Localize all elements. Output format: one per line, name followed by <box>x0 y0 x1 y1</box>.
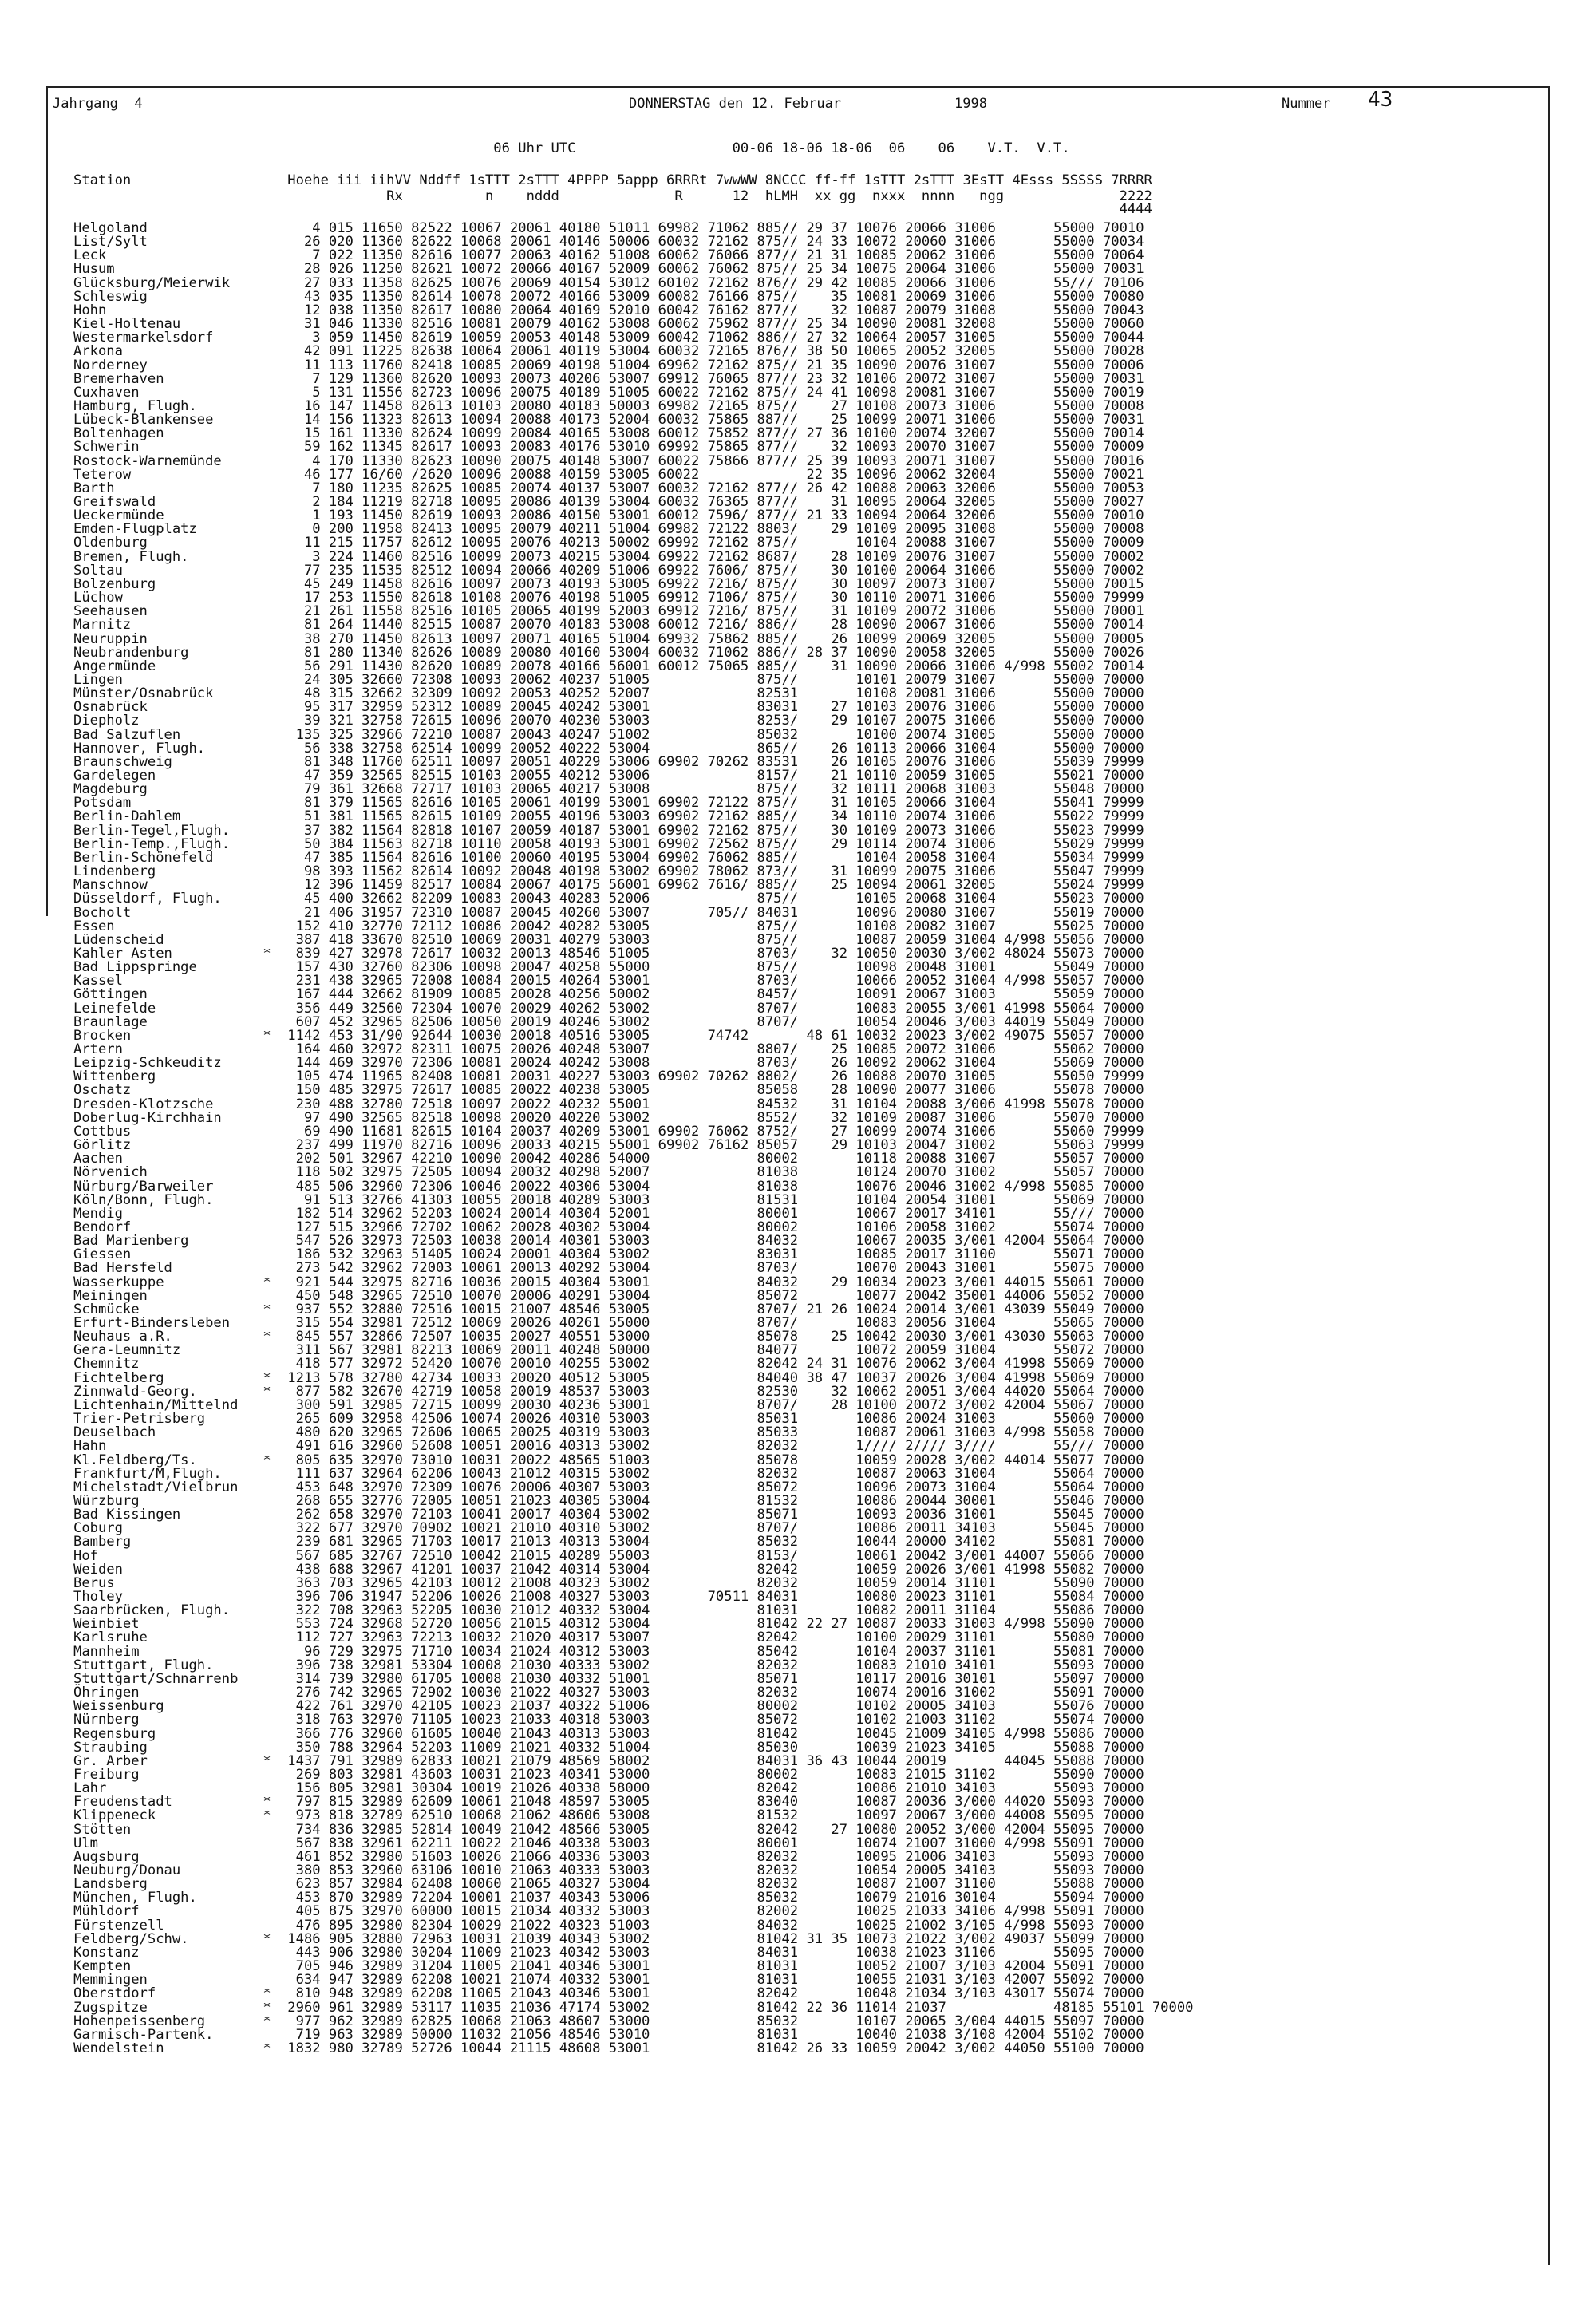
table-row: Bremerhaven 7 129 11360 82620 10093 20073 40206 53007 69912 76065 877// 23 32 10106 20072 31007 55000 70031 <box>73 370 1144 387</box>
table-row: Teterow 46 177 16/60 /2620 10096 20088 40159 53005 60022 22 35 10096 20062 32004 55000 70021 <box>73 466 1144 483</box>
table-row: Weissenburg 422 761 32970 42105 10023 21037 40322 51006 80002 10102 20005 34103 55076 70000 <box>73 1698 1144 1715</box>
table-row: Würzburg 268 655 32776 72005 10051 21023 40305 53004 81532 10086 20044 30001 55046 70000 <box>73 1492 1144 1509</box>
table-row: Bolzenburg 45 249 11458 82616 10097 20073 40193 53005 69922 7216/ 875// 30 10097 20073 31007 55000 70015 <box>73 575 1144 592</box>
date-line: DONNERSTAG den 12. Februar <box>629 96 842 112</box>
table-row: Oschatz 150 485 32975 72617 10085 20022 40238 53005 85058 28 10090 20077 31006 55078 70000 <box>73 1082 1144 1099</box>
table-row: Augsburg 461 852 32980 51603 10026 21066 40336 53003 82032 10095 21006 34103 55093 70000 <box>73 1848 1144 1865</box>
table-row: Seehausen 21 261 11558 82516 10105 20065 40199 52003 69912 7216/ 875// 31 10109 20072 31006 55000 70001 <box>73 603 1144 620</box>
table-row: Manschnow 12 396 11459 82517 10084 20067 40175 56001 69962 7616/ 885// 25 10094 20061 32005 55024 79999 <box>73 877 1144 894</box>
table-row: Emden-Flugplatz 0 200 11958 82413 10095 20079 40211 51004 69982 72122 8803/ 29 10109 20095 31008 55000 70008 <box>73 521 1144 538</box>
table-row: Kl.Feldberg/Ts. * 805 635 32970 73010 10031 20022 48565 51003 85078 10059 20028 3/002 44014 55077 70000 <box>73 1452 1144 1468</box>
table-row: Braunlage 607 452 32965 82506 10050 20019 40246 53002 8707/ 10054 20046 3/003 44019 55049 70000 <box>73 1013 1144 1030</box>
table-row: Giessen 186 532 32963 51405 10024 20001 40304 53002 83031 10085 20017 31100 55071 70000 <box>73 1246 1144 1263</box>
table-row: Hannover, Flugh. 56 338 32758 62514 10099 20052 40222 53004 865// 26 10113 20066 31004 55000 70000 <box>73 740 1144 756</box>
table-row: Frankfurt/M,Flugh. 111 637 32964 62206 10043 21012 40315 53002 82032 10087 20063 31004 55064 70000 <box>73 1465 1144 1482</box>
table-row: München, Flugh. 453 870 32989 72204 10001 21037 40343 53006 85032 10079 21016 30104 55094 70000 <box>73 1890 1144 1906</box>
table-row: Saarbrücken, Flugh. 322 708 32963 52205 10030 21012 40332 53004 81031 10082 20011 31104 55086 70000 <box>73 1602 1144 1619</box>
table-row: Meiningen 450 548 32965 72510 10070 20006 40291 53004 85072 10077 20042 35001 44006 55052 70000 <box>73 1287 1144 1304</box>
table-row: Bad Lippspringe 157 430 32760 82306 10098 20047 40258 55000 875// 10098 20048 31001 55049 70000 <box>73 959 1144 976</box>
table-row: Freiburg 269 803 32981 43603 10031 21023 40341 53000 80002 10083 21015 31102 55090 70000 <box>73 1766 1144 1783</box>
table-row: Soltau 77 235 11535 82512 10094 20066 40209 51006 69922 7606/ 875// 30 10100 20064 31006 55000 70002 <box>73 562 1144 579</box>
table-row: Hohn 12 038 11350 82617 10080 20064 40169 52010 60042 76162 877// 32 10087 20079 31008 55000 70043 <box>73 302 1144 318</box>
table-row: Oldenburg 11 215 11757 82612 10095 20076 40213 50002 69992 72162 875// 10104 20088 31007 55000 70009 <box>73 535 1144 551</box>
table-row: Zinnwald-Georg. * 877 582 32670 42719 10058 20019 48537 53003 82530 32 10062 20051 3/004 44020 55064 70000 <box>73 1383 1144 1400</box>
table-row: Klippeneck * 973 818 32789 62510 10068 21062 48606 53008 81532 10097 20067 3/000 44008 55095 70000 <box>73 1807 1144 1824</box>
table-row: Karlsruhe 112 727 32963 72213 10032 21020 40317 53007 82042 10100 20029 31101 55080 70000 <box>73 1629 1144 1646</box>
table-row: Deuselbach 480 620 32965 72606 10065 20025 40319 53003 85033 10087 20061 31003 4/998 55058 70000 <box>73 1424 1144 1441</box>
table-row: Fürstenzell 476 895 32980 82304 10029 21022 40323 51003 84032 10025 21002 3/105 4/998 55093 70000 <box>73 1917 1144 1934</box>
table-row: Cuxhaven 5 131 11556 82723 10096 20075 40189 51005 60022 72162 875// 24 41 10098 20081 31007 55000 70019 <box>73 384 1144 401</box>
table-row: Zugspitze * 2960 961 32989 53117 11035 21036 47174 53002 81042 22 36 11014 21037 48185 55101 70000 <box>73 1999 1194 2016</box>
table-row: Leipzig-Schkeuditz 144 469 32970 72306 10081 20024 40242 53008 8703/ 26 10092 20062 31004 55069 70000 <box>73 1055 1144 1072</box>
table-row: Erfurt-Bindersleben 315 554 32981 72512 10069 20026 40261 55000 8707/ 10083 20056 31004 55065 70000 <box>73 1315 1144 1331</box>
table-row: Mühldorf 405 875 32970 60000 10015 21034 40332 53003 82002 10025 21033 34106 4/998 55091 70000 <box>73 1903 1144 1920</box>
table-row: Hohenpeissenberg * 977 962 32989 62825 10068 21063 48607 53000 85032 10107 20065 3/004 44015 55097 70000 <box>73 2013 1144 2029</box>
table-row: Lüchow 17 253 11550 82618 10108 20076 40198 51005 69912 7106/ 875// 30 10110 20071 31006 55000 79999 <box>73 590 1144 606</box>
table-row: Weiden 438 688 32967 41201 10037 21042 40314 53004 82042 10059 20026 3/001 41998 55082 70000 <box>73 1561 1144 1578</box>
table-row: Bad Salzuflen 135 325 32966 72210 10087 20043 40247 51002 85032 10100 20074 31005 55000 70000 <box>73 726 1144 743</box>
column-header-line: 4444 <box>73 201 1152 217</box>
table-row: Norderney 11 113 11760 82418 10085 20069 40198 51004 69962 72162 875// 21 35 10090 20076 31007 55000 70006 <box>73 357 1144 373</box>
table-row: Kassel 231 438 32965 72008 10084 20015 40264 53001 8703/ 10066 20052 31004 4/998 55057 70000 <box>73 973 1144 990</box>
column-header-line: Station Hoehe iii iihVV Nddff 1sTTT 2sTTT 4PPPP 5appp 6RRRt 7wwWW 8NCCC ff-ff 1sTTT 2sTTT 3EsTT 4Esss 5SSSS 7RRRR <box>73 172 1152 188</box>
table-row: Wasserkuppe * 921 544 32975 82716 10036 20015 40304 53001 84032 29 10034 20023 3/001 44015 55061 70000 <box>73 1274 1144 1290</box>
table-row: Lahr 156 805 32981 30304 10019 21026 40338 58000 82042 10086 21010 34103 55093 70000 <box>73 1780 1144 1797</box>
table-row: Straubing 350 788 32964 52203 11009 21021 40332 51004 85030 10039 21023 34105 55088 70000 <box>73 1739 1144 1756</box>
table-row: Düsseldorf, Flugh. 45 400 32662 82209 10083 20043 40283 52006 875// 10105 20068 31004 55023 70000 <box>73 891 1144 907</box>
nummer-value: 43 <box>1368 88 1393 112</box>
table-row: Landsberg 623 857 32984 62408 10060 21065 40327 53004 82032 10087 21007 31100 55088 70000 <box>73 1876 1144 1893</box>
table-row: Wendelstein * 1832 980 32789 52726 10044 21115 48608 53001 81042 26 33 10059 20042 3/002 44050 55100 70000 <box>73 2040 1144 2056</box>
table-row: Memmingen 634 947 32989 62208 10021 21074 40332 53001 81031 10055 21031 3/103 42007 55092 70000 <box>73 1972 1144 1989</box>
table-row: Coburg 322 677 32970 70902 10021 21010 40310 53002 8707/ 10086 20011 34103 55045 70000 <box>73 1520 1144 1537</box>
table-row: List/Sylt 26 020 11360 82622 10068 20061 40146 50006 60032 72162 875// 24 33 10072 20060 31006 55000 70034 <box>73 234 1144 251</box>
column-header-line: 06 Uhr UTC 00-06 18-06 18-06 06 06 V.T. V.T. <box>73 140 1070 156</box>
table-row: Aachen 202 501 32967 42210 10090 20042 40286 54000 80002 10118 20088 31007 55057 70000 <box>73 1151 1144 1167</box>
table-row: Hamburg, Flugh. 16 147 11458 82613 10103 20080 40183 50003 69982 72165 875// 27 10108 20073 31006 55000 70008 <box>73 397 1144 414</box>
table-row: Lübeck-Blankensee 14 156 11323 82613 10094 20088 40173 52004 60032 75865 887// 25 10099 20071 31006 55000 70031 <box>73 412 1144 429</box>
table-row: Dresden-Klotzsche 230 488 32780 72518 10097 20022 40232 55001 84532 31 10104 20088 3/006 41998 55078 70000 <box>73 1096 1144 1112</box>
table-row: Ulm 567 838 32961 62211 10022 21046 40338 53003 80001 10074 21007 31000 4/998 55091 70000 <box>73 1835 1144 1851</box>
top-rule <box>48 86 1548 88</box>
table-row: Neuruppin 38 270 11450 82613 10097 20071 40165 51004 69932 75862 885// 26 10099 20069 32005 55000 70005 <box>73 630 1144 647</box>
table-row: Artern 164 460 32972 82311 10075 20026 40248 53007 8807/ 25 10085 20072 31006 55062 70000 <box>73 1041 1144 1057</box>
table-row: Angermünde 56 291 11430 82620 10089 20078 40166 56001 60012 75065 885// 31 10090 20066 31006 4/998 55002 70014 <box>73 658 1144 674</box>
jahrgang-label: Jahrgang 4 <box>53 96 143 112</box>
table-row: Marnitz 81 264 11440 82515 10087 20070 40183 53008 60012 7216/ 886// 28 10090 20067 31006 55000 70014 <box>73 617 1144 634</box>
table-row: Mannheim 96 729 32975 71710 10034 21024 40312 53003 85042 10104 20037 31101 55081 70000 <box>73 1643 1144 1660</box>
table-row: Feldberg/Schw. * 1486 905 32880 72963 10031 21039 40343 53002 81042 31 35 10073 21022 3/002 49037 55099 70000 <box>73 1930 1144 1947</box>
table-row: Lichtenhain/Mittelnd 300 591 32985 72715 10099 20030 40236 53001 8707/ 28 10100 20072 3/002 42004 55067 70000 <box>73 1396 1144 1413</box>
table-row: Neuhaus a.R. * 845 557 32866 72507 10035 20027 40551 53000 85078 25 10042 20030 3/001 43030 55063 70000 <box>73 1329 1144 1345</box>
table-row: Nörvenich 118 502 32975 72505 10094 20032 40298 52007 81038 10124 20070 31002 55057 70000 <box>73 1164 1144 1181</box>
table-row: Helgoland 4 015 11650 82522 10067 20061 40180 51011 69982 71062 885// 29 37 10076 20066 31006 55000 70010 <box>73 220 1144 236</box>
table-row: Nürnberg 318 763 32970 71105 10023 21033 40318 53003 85072 10102 21003 31102 55074 70000 <box>73 1712 1144 1728</box>
table-row: Freudenstadt * 797 815 32989 62609 10061 21048 48597 53005 83040 10087 20036 3/000 44020 55093 70000 <box>73 1794 1144 1811</box>
table-row: Mendig 182 514 32962 52203 10024 20014 40304 52001 80001 10067 20017 34101 55/// 70000 <box>73 1205 1144 1222</box>
table-row: Michelstadt/Vielbrun 453 648 32970 72309 10076 20006 40307 53003 85072 10096 20073 31004 55064 70000 <box>73 1479 1144 1495</box>
table-row: Lüdenscheid 387 418 33670 82510 10069 20031 40279 53003 875// 10087 20059 31004 4/998 55056 70000 <box>73 931 1144 948</box>
right-rule <box>1548 86 1550 2265</box>
table-row: Göttingen 167 444 32662 81909 10085 20028 40256 50002 8457/ 10091 20067 31003 55059 70000 <box>73 986 1144 1003</box>
table-row: Neuburg/Donau 380 853 32960 63106 10010 21063 40333 53003 82032 10054 20005 34103 55093 70000 <box>73 1863 1144 1878</box>
table-row: Bad Marienberg 547 526 32973 72503 10038 20014 40301 53003 84032 10067 20035 3/001 42004 55064 70000 <box>73 1233 1144 1250</box>
table-row: Bendorf 127 515 32966 72702 10062 20028 40302 53004 80002 10106 20058 31002 55074 70000 <box>73 1219 1144 1235</box>
table-row: Husum 28 026 11250 82621 10072 20066 40167 52009 60062 76062 875// 25 34 10075 20064 31006 55000 70031 <box>73 261 1144 278</box>
table-row: Schmücke * 937 552 32880 72516 10015 21007 48546 53005 8707/ 21 26 10024 20014 3/001 43039 55049 70000 <box>73 1301 1144 1317</box>
table-row: Öhringen 276 742 32965 72902 10030 21022 40327 53003 82032 10074 20016 31002 55091 70000 <box>73 1685 1144 1701</box>
nummer-label: Nummer <box>1282 96 1331 112</box>
table-row: Chemnitz 418 577 32972 52420 10070 20010 40255 53002 82042 24 31 10076 20062 3/004 41998 55069 70000 <box>73 1356 1144 1373</box>
year: 1998 <box>954 96 987 112</box>
table-row: Fichtelberg * 1213 578 32780 42734 10033 20020 40512 53005 84040 38 47 10037 20026 3/004 41998 55069 70000 <box>73 1369 1144 1386</box>
table-row: Regensburg 366 776 32960 61605 10040 21043 40313 53003 81042 10045 21009 34105 4/998 55086 70000 <box>73 1725 1144 1742</box>
table-row: Diepholz 39 321 32758 72615 10096 20070 40230 53003 8253/ 29 10107 20075 31006 55000 70000 <box>73 713 1144 729</box>
table-row: Glücksburg/Meierwik 27 033 11358 82625 10076 20069 40154 53012 60102 72162 876// 29 42 10085 20066 31006 55/// 70106 <box>73 275 1144 291</box>
table-row: Garmisch-Partenk. 719 963 32989 50000 11032 21056 48546 53010 81031 10040 21038 3/108 42004 55102 70000 <box>73 2026 1144 2043</box>
table-row: Boltenhagen 15 161 11330 82624 10099 20084 40165 53008 60012 75852 877// 27 36 10100 20074 32007 55000 70014 <box>73 425 1144 442</box>
table-row: Bocholt 21 406 31957 72310 10087 20045 40260 53007 705// 84031 10096 20080 31007 55019 70000 <box>73 904 1144 921</box>
table-row: Arkona 42 091 11225 82638 10064 20061 40119 53004 60032 72165 876// 38 50 10065 20052 32005 55000 70028 <box>73 343 1144 360</box>
table-row: Hahn 491 616 32960 52608 10051 20016 40313 53002 82032 1//// 2//// 3//// 55/// 70000 <box>73 1438 1144 1455</box>
table-row: Greifswald 2 184 11219 82718 10095 20086 40139 53004 60032 76365 877// 31 10095 20064 32005 55000 70027 <box>73 494 1144 510</box>
table-row: Weinbiet 553 724 32968 52720 10056 21015 40312 53004 81042 22 27 10087 20033 31003 4/998 55090 70000 <box>73 1616 1144 1633</box>
table-row: Trier-Petrisberg 265 609 32958 42506 10074 20026 40310 53003 85031 10086 20024 31003 55060 70000 <box>73 1411 1144 1428</box>
table-row: Leck 7 022 11350 82616 10077 20063 40162 51008 60062 76066 877// 21 31 10085 20062 31006 55000 70064 <box>73 247 1144 264</box>
left-rule <box>46 86 48 916</box>
column-header-line: Rx n nddd R 12 hLMH xx gg nxxx nnnn ngg 2222 <box>73 188 1152 204</box>
table-row: Schwerin 59 162 11345 82617 10093 20083 40176 53010 69992 75865 877// 32 10093 20070 31007 55000 70009 <box>73 439 1144 456</box>
table-row: Rostock-Warnemünde 4 170 11330 82623 10090 20075 40148 53007 60022 75866 877// 25 39 10093 20071 31007 55000 70016 <box>73 452 1144 469</box>
table-row: Görlitz 237 499 11970 82716 10096 20033 40215 55001 69902 76162 85057 29 10103 20047 31002 55063 79999 <box>73 1137 1144 1154</box>
table-row: Wittenberg 105 474 11965 82408 10081 20031 40227 53003 69902 70262 8802/ 26 10088 20070 31005 55050 79999 <box>73 1069 1144 1085</box>
table-row: Doberlug-Kirchhain 97 490 32565 82518 10098 20020 40220 53002 8552/ 32 10109 20087 31006 55070 70000 <box>73 1109 1144 1126</box>
table-row: Magdeburg 79 361 32668 72717 10103 20065 40217 53008 875// 32 10111 20068 31003 55048 70000 <box>73 781 1144 798</box>
table-row: Berlin-Temp.,Flugh. 50 384 11563 82718 10110 20058 40193 53001 69902 72562 875// 29 10114 20074 31006 55029 79999 <box>73 835 1144 852</box>
table-row: Bad Kissingen 262 658 32970 72103 10041 20017 40304 53002 85071 10093 20036 31001 55045 70000 <box>73 1507 1144 1523</box>
table-row: Bad Hersfeld 273 542 32962 72003 10061 20013 40292 53004 8703/ 10070 20043 31001 55075 70000 <box>73 1260 1144 1277</box>
table-row: Gr. Arber * 1437 791 32989 62833 10021 21079 48569 58002 84031 36 43 10044 20019 44045 55088 70000 <box>73 1752 1144 1769</box>
table-row: Stuttgart, Flugh. 396 738 32981 53304 10008 21030 40333 53002 82032 10083 21010 34101 55093 70000 <box>73 1657 1144 1673</box>
table-row: Köln/Bonn, Flugh. 91 513 32766 41303 10055 20018 40289 53003 81531 10104 20054 31001 55069 70000 <box>73 1191 1144 1208</box>
table-row: Kiel-Holtenau 31 046 11330 82516 10081 20079 40162 53008 60062 75962 877// 25 34 10090 20081 32008 55000 70060 <box>73 316 1144 333</box>
table-row: Cottbus 69 490 11681 82615 10104 20037 40209 53001 69902 76062 8752/ 27 10099 20074 31006 55060 79999 <box>73 1123 1144 1140</box>
table-row: Brocken * 1142 453 31/90 92644 10030 20018 40516 53005 74742 48 61 10032 20023 3/002 49075 55057 70000 <box>73 1027 1144 1044</box>
table-row: Hof 567 685 32767 72510 10042 21015 40289 55003 8153/ 10061 20042 3/001 44007 55066 70000 <box>73 1547 1144 1564</box>
table-row: Konstanz 443 906 32980 30204 11009 21023 40342 53003 84031 10038 21023 31106 55095 70000 <box>73 1944 1144 1961</box>
table-row: Kempten 705 946 32989 31204 11005 21041 40346 53001 81031 10052 21007 3/103 42004 55091 70000 <box>73 1958 1144 1975</box>
table-row: Kahler Asten * 839 427 32978 72617 10032 20013 48546 51005 8703/ 32 10050 20030 3/002 48024 55073 70000 <box>73 945 1144 962</box>
table-row: Tholey 396 706 31947 52206 10026 21008 40327 53003 70511 84031 10080 20023 31101 55084 70000 <box>73 1589 1144 1605</box>
table-row: Schleswig 43 035 11350 82614 10078 20072 40166 53009 60082 76166 875// 35 10081 20069 31006 55000 70080 <box>73 288 1144 305</box>
table-row: Berus 363 703 32965 42103 10012 21008 40323 53002 82032 10059 20014 31101 55090 70000 <box>73 1574 1144 1591</box>
table-row: Westermarkelsdorf 3 059 11450 82619 10059 20053 40148 53009 60042 71062 886// 27 32 10064 20057 31005 55000 70044 <box>73 330 1144 346</box>
table-row: Oberstdorf * 810 948 32989 62208 11005 21043 40346 53001 82042 10048 21034 3/103 43017 55074 70000 <box>73 1985 1144 2002</box>
table-row: Leinefelde 356 449 32560 72304 10070 20029 40262 53002 8707/ 10083 20055 3/001 41998 55064 70000 <box>73 1000 1144 1017</box>
table-row: Münster/Osnabrück 48 315 32662 32309 10092 20053 40252 52007 82531 10108 20081 31006 55000 70000 <box>73 685 1144 702</box>
table-row: Stötten 734 836 32985 52814 10049 21042 48566 53005 82042 27 10080 20052 3/000 42004 55095 70000 <box>73 1821 1144 1838</box>
table-row: Neubrandenburg 81 280 11340 82626 10089 20080 40160 53004 60032 71062 886// 28 37 10090 20058 32005 55000 70026 <box>73 644 1144 661</box>
table-row: Lingen 24 305 32660 72308 10093 20062 40237 51005 875// 10101 20079 31007 55000 70000 <box>73 671 1144 688</box>
table-row: Bremen, Flugh. 3 224 11460 82516 10099 20073 40215 53004 69922 72162 8687/ 28 10109 20076 31007 55000 70002 <box>73 548 1144 565</box>
table-row: Gardelegen 47 359 32565 82515 10103 20055 40212 53006 8157/ 21 10110 20059 31005 55021 70000 <box>73 768 1144 784</box>
table-row: Berlin-Dahlem 51 381 11565 82615 10109 20055 40196 53003 69902 72162 885// 34 10110 20074 31006 55022 79999 <box>73 808 1144 825</box>
table-row: Berlin-Schönefeld 47 385 11564 82616 10100 20060 40195 53004 69902 76062 885// 10104 20058 31004 55034 79999 <box>73 849 1144 866</box>
table-row: Stuttgart/Schnarrenb 314 739 32980 61705 10008 21030 40332 51001 85071 10117 20016 30101 55097 70000 <box>73 1670 1144 1687</box>
table-row: Lindenberg 98 393 11562 82614 10092 20048 40198 53002 69902 78062 873// 31 10099 20075 31006 55047 79999 <box>73 863 1144 880</box>
table-row: Gera-Leumnitz 311 567 32981 82213 10069 20011 40248 50000 84077 10072 20059 31004 55072 70000 <box>73 1342 1144 1359</box>
table-row: Nürburg/Barweiler 485 506 32960 72306 10046 20022 40306 53004 81038 10076 20046 31002 4/998 55085 70000 <box>73 1178 1144 1195</box>
table-row: Potsdam 81 379 11565 82616 10105 20061 40199 53001 69902 72122 875// 31 10105 20066 31004 55041 79999 <box>73 795 1144 812</box>
table-row: Essen 152 410 32770 72112 10086 20042 40282 53005 875// 10108 20082 31007 55025 70000 <box>73 918 1144 934</box>
table-row: Berlin-Tegel,Flugh. 37 382 11564 82818 10107 20059 40187 53001 69902 72162 875// 30 10109 20073 31006 55023 79999 <box>73 822 1144 839</box>
table-row: Braunschweig 81 348 11760 62511 10097 20051 40229 53006 69902 70262 83531 26 10105 20076 31006 55039 79999 <box>73 753 1144 770</box>
table-row: Osnabrück 95 317 32959 52312 10089 20045 40242 53001 83031 27 10103 20076 31006 55000 70000 <box>73 699 1144 716</box>
table-row: Bamberg 239 681 32965 71703 10017 21013 40313 53004 85032 10044 20000 34102 55081 70000 <box>73 1534 1144 1550</box>
table-row: Barth 7 180 11235 82625 10085 20074 40137 53007 60032 72162 877// 26 42 10088 20063 32006 55000 70053 <box>73 480 1144 496</box>
table-row: Ueckermünde 1 193 11450 82619 10093 20086 40150 53001 60012 7596/ 877// 21 33 10094 20064 32006 55000 70010 <box>73 508 1144 524</box>
